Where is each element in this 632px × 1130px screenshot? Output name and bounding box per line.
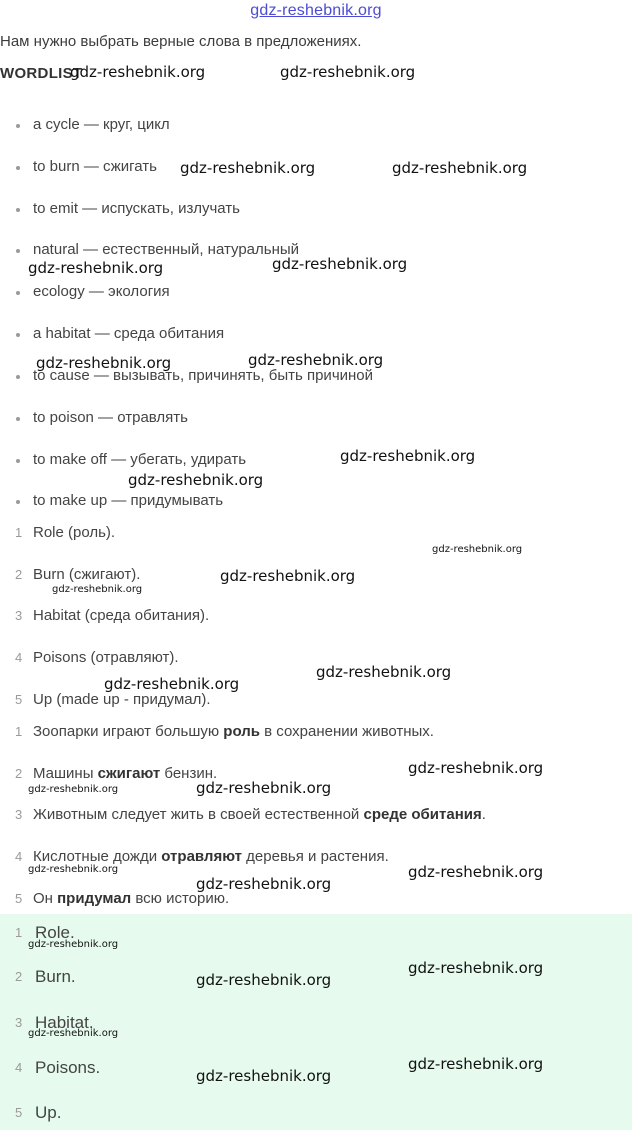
watermark: gdz-reshebnik.org [392, 159, 528, 177]
watermark: gdz-reshebnik.org [248, 351, 384, 369]
bullet-icon [16, 417, 20, 421]
watermark: gdz-reshebnik.org [408, 959, 544, 977]
watermark: gdz-reshebnik.org [340, 447, 476, 465]
watermark: gdz-reshebnik.org [408, 1055, 544, 1073]
watermark: gdz-reshebnik.org [28, 784, 119, 795]
wordlist-title: WORDLIST [0, 65, 83, 82]
watermark: gdz-reshebnik.org [28, 939, 119, 950]
watermark: gdz-reshebnik.org [28, 864, 119, 875]
watermark: gdz-reshebnik.org [408, 863, 544, 881]
watermark: gdz-reshebnik.org [180, 159, 316, 177]
bullet-icon [16, 291, 20, 295]
watermark: gdz-reshebnik.org [70, 63, 206, 81]
bullet-icon [16, 166, 20, 170]
highlighted-word: среде обитания [363, 806, 482, 823]
highlighted-word: придумал [57, 890, 132, 907]
watermark: gdz-reshebnik.org [36, 354, 172, 372]
highlighted-word: отравляют [161, 848, 242, 865]
bullet-icon [16, 208, 20, 212]
watermark: gdz-reshebnik.org [196, 779, 332, 797]
watermark: gdz-reshebnik.org [316, 663, 452, 681]
bullet-icon [16, 124, 20, 128]
watermark: gdz-reshebnik.org [196, 875, 332, 893]
watermark: gdz-reshebnik.org [128, 471, 264, 489]
intro-text: Нам нужно выбрать верные слова в предложениях. [0, 33, 362, 50]
watermark: gdz-reshebnik.org [280, 63, 416, 81]
watermark: gdz-reshebnik.org [52, 584, 143, 595]
bullet-icon [16, 249, 20, 253]
watermark: gdz-reshebnik.org [28, 1028, 119, 1039]
highlighted-word: роль [223, 723, 260, 740]
watermark: gdz-reshebnik.org [432, 544, 523, 555]
site-header-link[interactable]: gdz-reshebnik.org [250, 2, 382, 19]
watermark: gdz-reshebnik.org [28, 259, 164, 277]
watermark: gdz-reshebnik.org [196, 1067, 332, 1085]
watermark: gdz-reshebnik.org [408, 759, 544, 777]
bullet-icon [16, 333, 20, 337]
highlighted-word: сжигают [97, 765, 161, 782]
bullet-icon [16, 500, 20, 504]
bullet-icon [16, 375, 20, 379]
bullet-icon [16, 459, 20, 463]
watermark: gdz-reshebnik.org [104, 675, 240, 693]
watermark: gdz-reshebnik.org [272, 255, 408, 273]
watermark: gdz-reshebnik.org [196, 971, 332, 989]
watermark: gdz-reshebnik.org [220, 567, 356, 585]
